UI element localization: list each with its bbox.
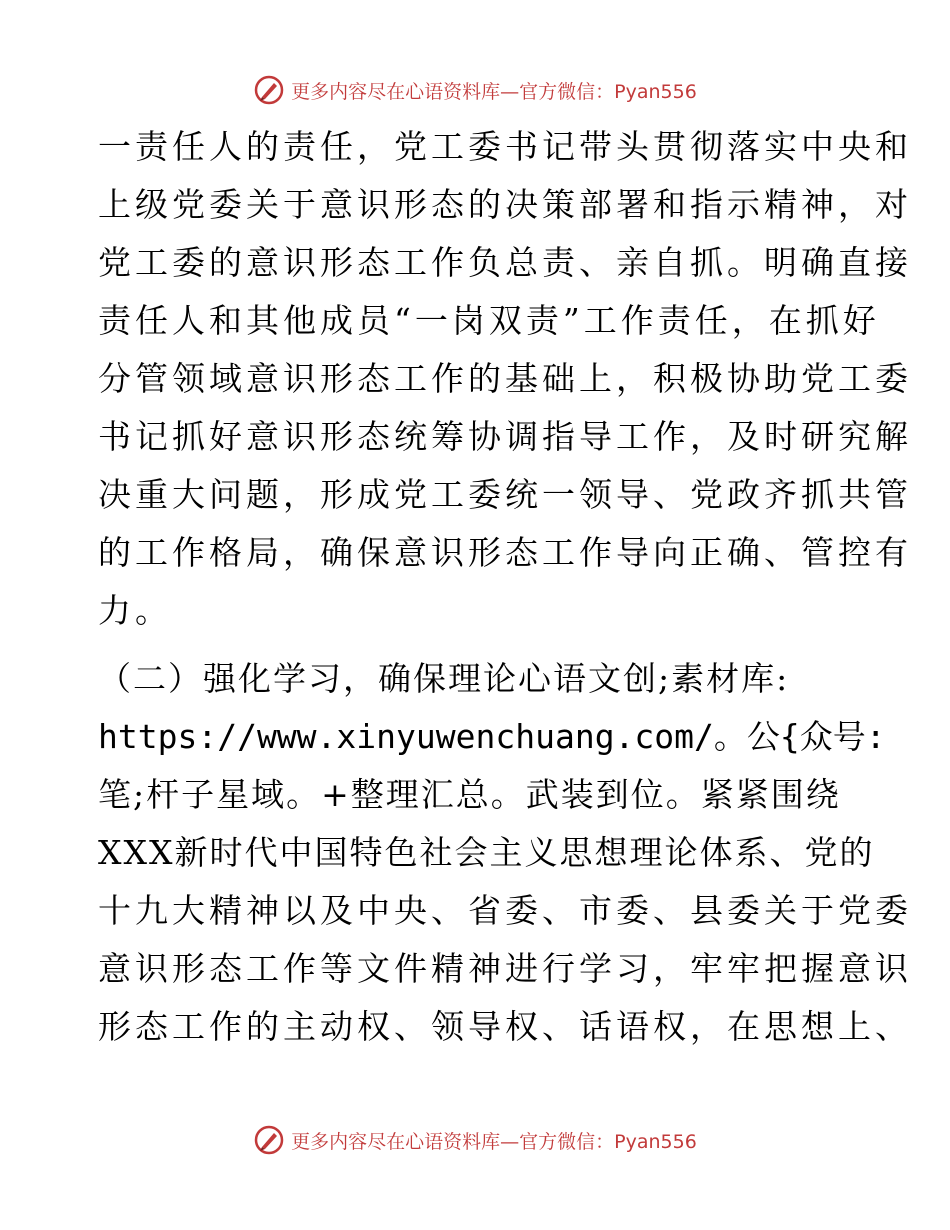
text-line: （二）强化学习，确保理论心语文创;素材库: xyxy=(98,659,790,698)
text-line: 分管领域意识形态工作的基础上，积极协助党工委 xyxy=(98,359,912,398)
text-line: 一责任人的责任，党工委书记带头贯彻落实中央和 xyxy=(98,127,912,166)
pen-logo-icon xyxy=(253,74,285,106)
paragraph-2 xyxy=(98,650,912,1056)
text-line: 党工委的意识形态工作负总责、亲自抓。明确直接 xyxy=(98,243,912,282)
header-wechat-id: Pyan556 xyxy=(614,80,697,103)
header-banner xyxy=(0,70,950,110)
text-line: XXX新时代中国特色社会主义思想理论体系、党的 xyxy=(98,833,875,872)
text-line: https://www.xinyuwenchuang.com/。公{众号: xyxy=(98,717,886,756)
text-line: 的工作格局，确保意识形态工作导向正确、管控有 xyxy=(98,533,912,572)
text-line: 笔;杆子星域。+整理汇总。武装到位。紧紧围绕 xyxy=(98,775,841,814)
text-line: 意识形态工作等文件精神进行学习，牢牢把握意识 xyxy=(98,949,912,988)
text-line: 力。 xyxy=(98,591,172,630)
footer-banner-text: 更多内容尽在心语资料库—官方微信：Pyan556 xyxy=(291,1130,697,1153)
text-line: 决重大问题，形成党工委统一领导、党政齐抓共管 xyxy=(98,475,912,514)
footer-banner xyxy=(0,1120,950,1160)
text-line: 责任人和其他成员“一岗双责”工作责任，在抓好 xyxy=(98,301,880,340)
footer-wechat-id: Pyan556 xyxy=(614,1130,697,1153)
paragraph-1 xyxy=(98,118,912,640)
text-line: 上级党委关于意识形态的决策部署和指示精神，对 xyxy=(98,185,912,224)
document-body xyxy=(98,118,912,1056)
text-line: 十九大精神以及中央、省委、市委、县委关于党委 xyxy=(98,891,912,930)
header-banner-text: 更多内容尽在心语资料库—官方微信：Pyan556 xyxy=(291,80,697,103)
pen-logo-icon xyxy=(253,1124,285,1156)
text-line: 形态工作的主动权、领导权、话语权，在思想上、 xyxy=(98,1007,912,1046)
text-line: 书记抓好意识形态统筹协调指导工作，及时研究解 xyxy=(98,417,912,456)
